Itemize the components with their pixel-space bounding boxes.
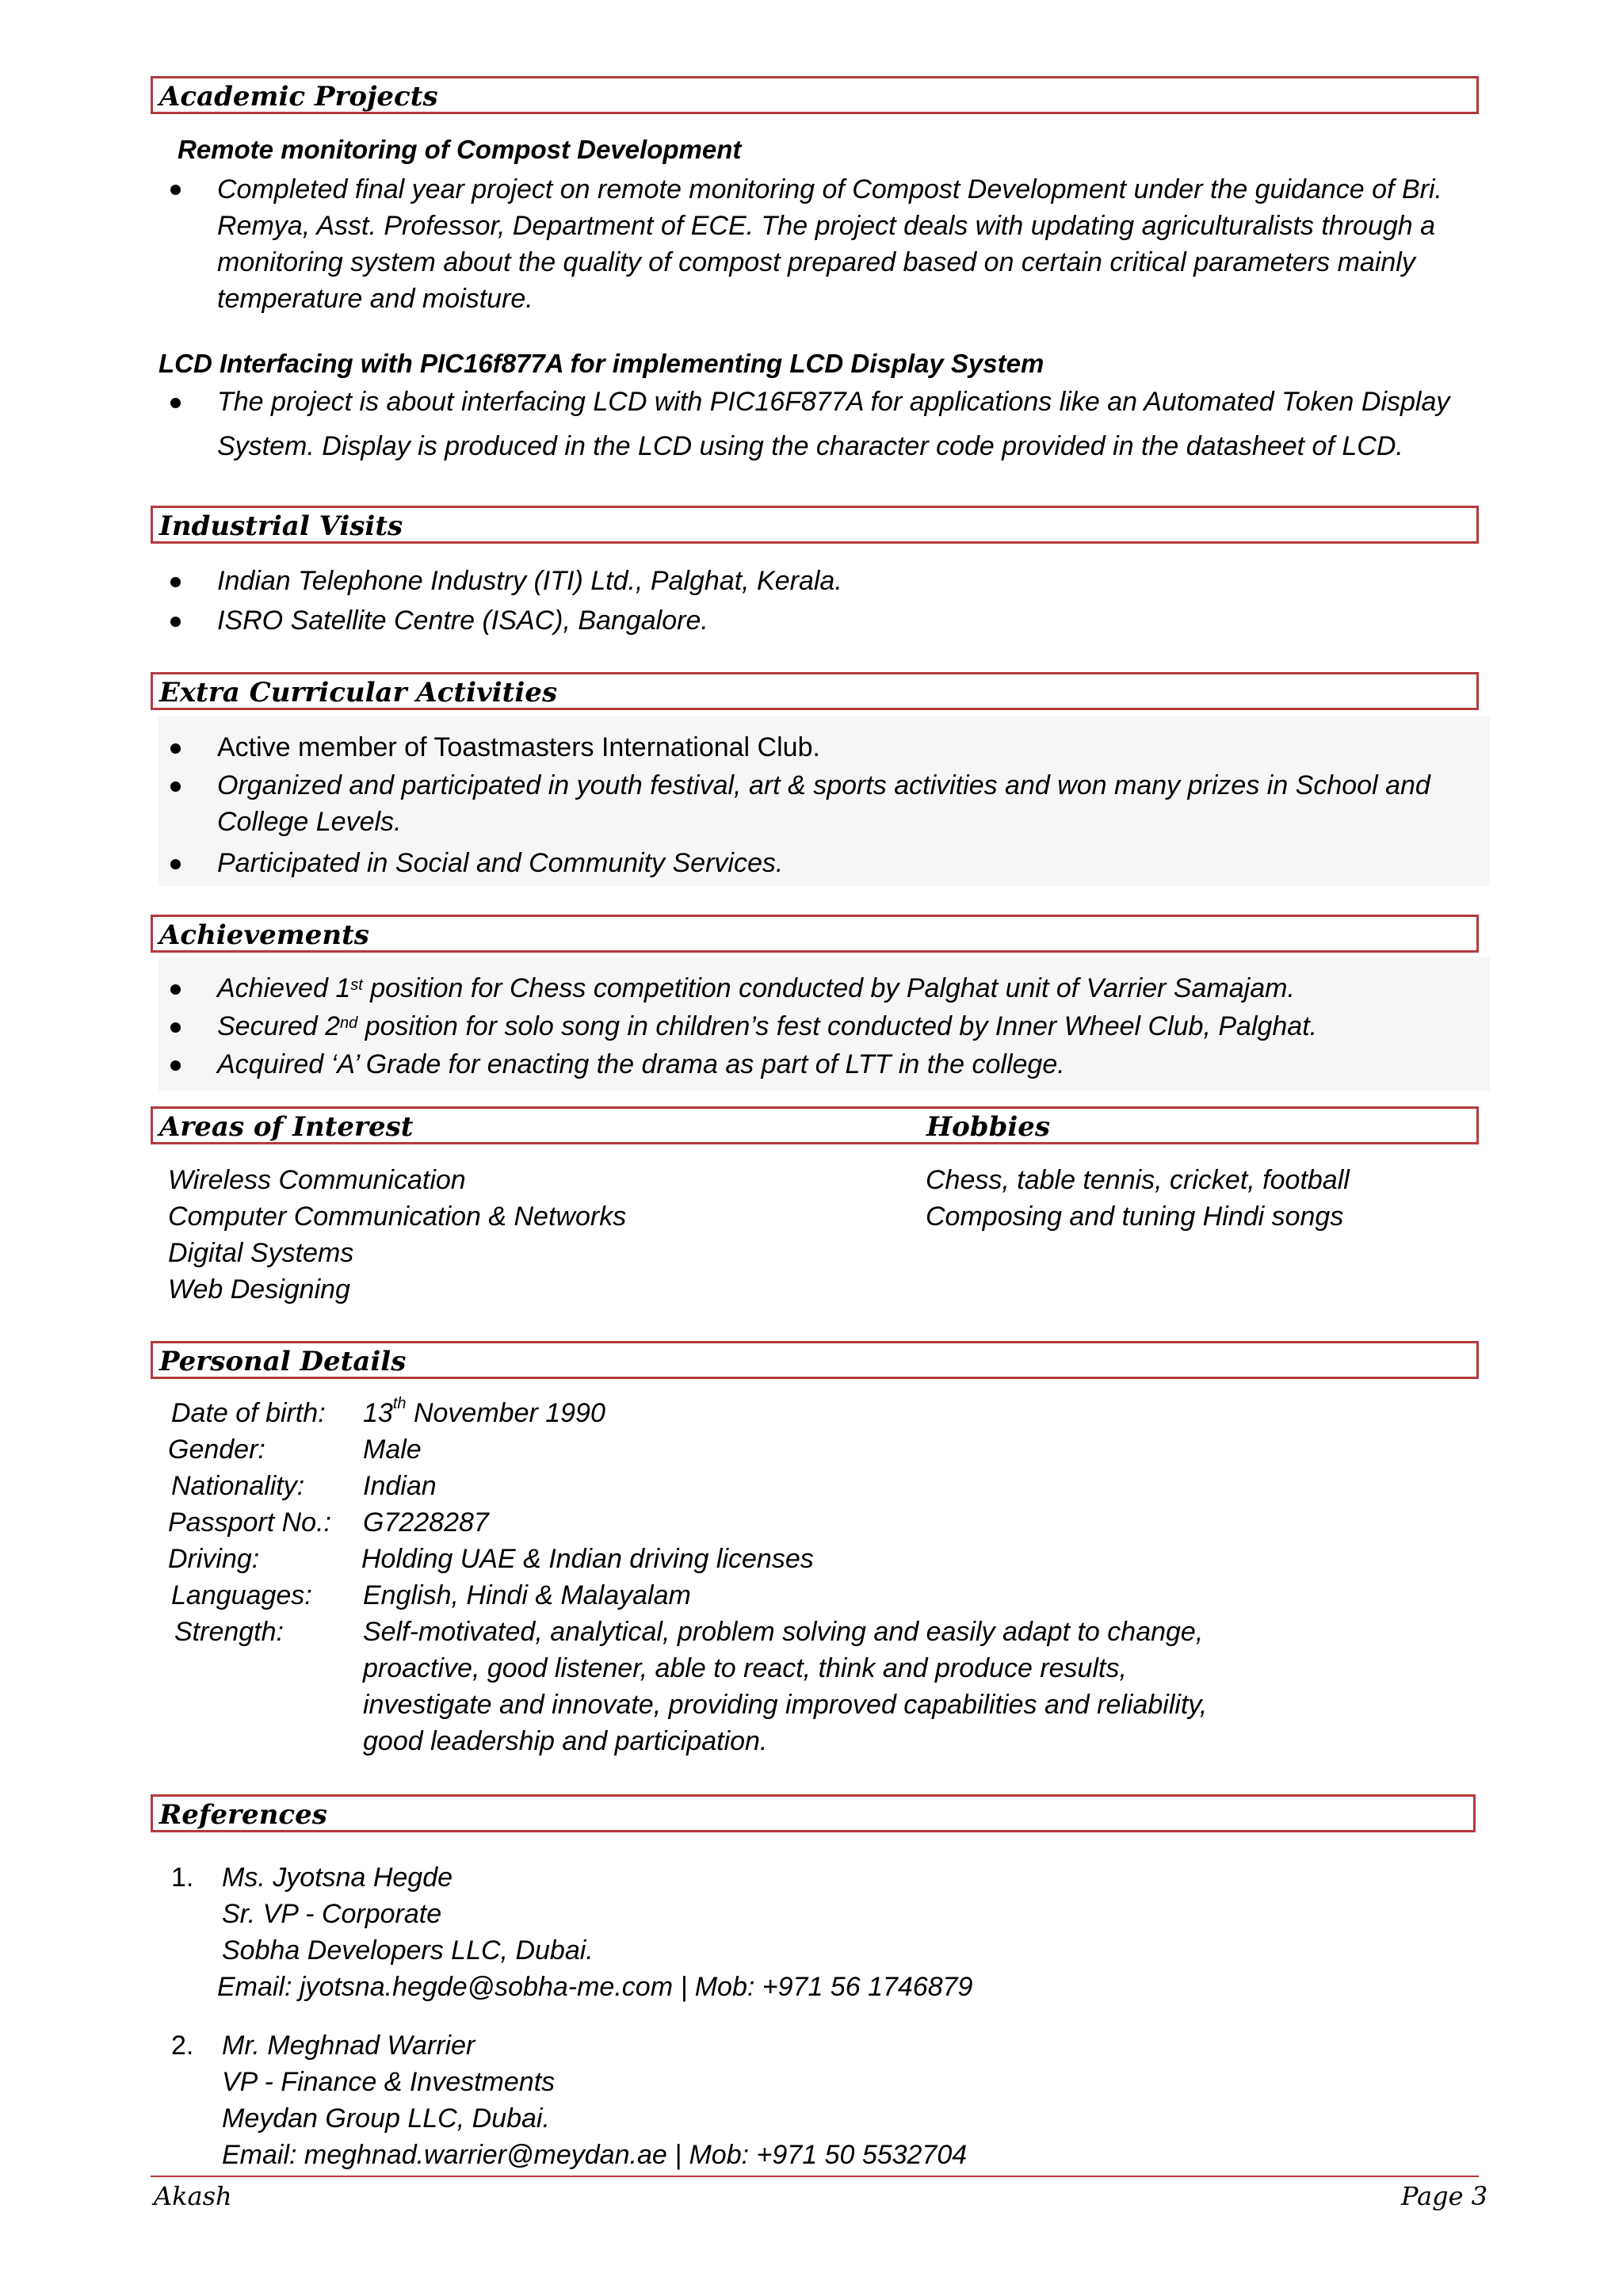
para-line: temperature and moisture.: [217, 284, 533, 314]
driving-value: Holding UAE & Indian driving licenses: [361, 1544, 814, 1574]
bullet-icon: [170, 577, 181, 587]
bullet-icon: [170, 781, 181, 792]
section-header-personal-details: [151, 1341, 1479, 1379]
driving-label: Driving:: [168, 1544, 260, 1574]
section-title: Personal Details: [159, 1346, 407, 1377]
reference-number: 2.: [171, 2030, 194, 2061]
strength-line: proactive, good listener, able to react, think and produce results,: [363, 1653, 1127, 1683]
nationality-value: Indian: [363, 1471, 437, 1501]
bullet-icon: [170, 1022, 181, 1033]
text: Achieved 1: [217, 973, 351, 1003]
hobby-item: Chess, table tennis, cricket, football: [926, 1165, 1350, 1195]
para-line: Completed final year project on remote monitoring of Compost Development under the guidance of Bri.: [217, 174, 1442, 204]
text: position for Chess competition conducted by Palghat unit of Varrier Samajam.: [362, 973, 1295, 1003]
list-item-continuation: College Levels.: [217, 807, 402, 837]
superscript: nd: [340, 1014, 358, 1032]
reference-contact: Email: jyotsna.hegde@sobha-me.com | Mob: +971 56 1746879: [217, 1972, 973, 2002]
reference-title: Sr. VP - Corporate: [222, 1899, 442, 1929]
section-header-industrial-visits: [151, 506, 1479, 544]
project-description-lcd-line2: System. Display is produced in the LCD using the character code provided in the datasheet of LCD.: [217, 431, 1403, 461]
hobby-item: Composing and tuning Hindi songs: [926, 1201, 1344, 1232]
achievement-drama: Acquired ‘A’ Grade for enacting the drama as part of LTT in the college.: [217, 1049, 1065, 1079]
superscript: st: [350, 976, 363, 994]
project-title-lcd: LCD Interfacing with PIC16f877A for implementing LCD Display System: [158, 349, 1044, 378]
text: Secured 2: [217, 1011, 340, 1041]
reference-name: Ms. Jyotsna Hegde: [222, 1862, 453, 1893]
footer-name: Akash: [154, 2181, 232, 2211]
project-description-compost: [217, 171, 1512, 317]
gender-label: Gender:: [168, 1435, 265, 1465]
reference-company: Meydan Group LLC, Dubai.: [222, 2103, 550, 2134]
section-title: References: [159, 1799, 327, 1831]
text: 13: [363, 1398, 393, 1428]
strength-line: investigate and innovate, providing improved capabilities and reliability,: [363, 1690, 1208, 1720]
list-item: Active member of Toastmasters International Club.: [217, 732, 820, 762]
bullet-icon: [170, 185, 181, 195]
gender-value: Male: [363, 1435, 422, 1465]
list-item: ISRO Satellite Centre (ISAC), Bangalore.: [217, 606, 708, 636]
section-header-references: [151, 1794, 1476, 1832]
list-item: Organized and participated in youth festival, art & sports activities and won many prizes in School and: [217, 770, 1430, 800]
strength-label: Strength:: [174, 1617, 284, 1647]
project-title-compost: Remote monitoring of Compost Development: [178, 135, 742, 164]
section-title-hobbies: Hobbies: [926, 1111, 1051, 1143]
section-header-academic-projects: [151, 76, 1479, 114]
achievement-song: [217, 1008, 1317, 1045]
text: position for solo song in children’s fest conducted by Inner Wheel Club, Palghat.: [357, 1011, 1318, 1041]
bullet-icon: [170, 398, 181, 408]
list-item: Indian Telephone Industry (ITI) Ltd., Palghat, Kerala.: [217, 566, 842, 596]
text: November 1990: [406, 1398, 605, 1428]
superscript: th: [392, 1395, 407, 1412]
nationality-label: Nationality:: [171, 1471, 305, 1501]
strength-line: good leadership and participation.: [363, 1726, 768, 1756]
section-title: Academic Projects: [159, 81, 438, 113]
bullet-icon: [170, 617, 181, 627]
section-header-interests-hobbies: [151, 1106, 1479, 1144]
list-item: Participated in Social and Community Services.: [217, 848, 784, 878]
section-header-extra-curricular: [151, 672, 1479, 710]
section-header-achievements: [151, 915, 1479, 953]
reference-title: VP - Finance & Investments: [222, 2067, 556, 2097]
passport-label: Passport No.:: [168, 1507, 331, 1538]
bullet-icon: [170, 984, 181, 995]
dob-value: [363, 1395, 605, 1429]
project-description-lcd-line1: The project is about interfacing LCD with PIC16F877A for applications like an Automated Token Display: [217, 387, 1450, 417]
interest-item: Digital Systems: [168, 1238, 354, 1268]
reference-number: 1.: [171, 1862, 194, 1893]
languages-value: English, Hindi & Malayalam: [363, 1580, 691, 1610]
section-title: Extra Curricular Activities: [159, 677, 558, 709]
bullet-icon: [170, 743, 181, 754]
reference-name: Mr. Meghnad Warrier: [222, 2030, 475, 2061]
footer-page-number: Page 3: [1401, 2181, 1488, 2211]
languages-label: Languages:: [171, 1580, 312, 1610]
interest-item: Web Designing: [168, 1274, 350, 1305]
dob-label: Date of birth:: [171, 1398, 326, 1428]
reference-contact: Email: meghnad.warrier@meydan.ae | Mob: +971 50 5532704: [222, 2140, 968, 2170]
footer-rule: [151, 2176, 1479, 2177]
bullet-icon: [170, 859, 181, 869]
interest-item: Wireless Communication: [168, 1165, 466, 1195]
section-title: Achievements: [159, 919, 369, 951]
section-title: Industrial Visits: [159, 510, 403, 542]
para-line: Remya, Asst. Professor, Department of ECE. The project deals with updating agriculturalists through a: [217, 211, 1436, 241]
section-title-areas-of-interest: Areas of Interest: [159, 1111, 414, 1143]
bullet-icon: [170, 1060, 181, 1071]
reference-company: Sobha Developers LLC, Dubai.: [222, 1935, 594, 1966]
strength-line: Self-motivated, analytical, problem solving and easily adapt to change,: [363, 1617, 1204, 1647]
passport-value: G7228287: [363, 1507, 489, 1538]
interest-item: Computer Communication & Networks: [168, 1201, 627, 1232]
para-line: monitoring system about the quality of compost prepared based on certain critical parameters mainly: [217, 247, 1415, 277]
achievement-chess: [217, 970, 1295, 1007]
